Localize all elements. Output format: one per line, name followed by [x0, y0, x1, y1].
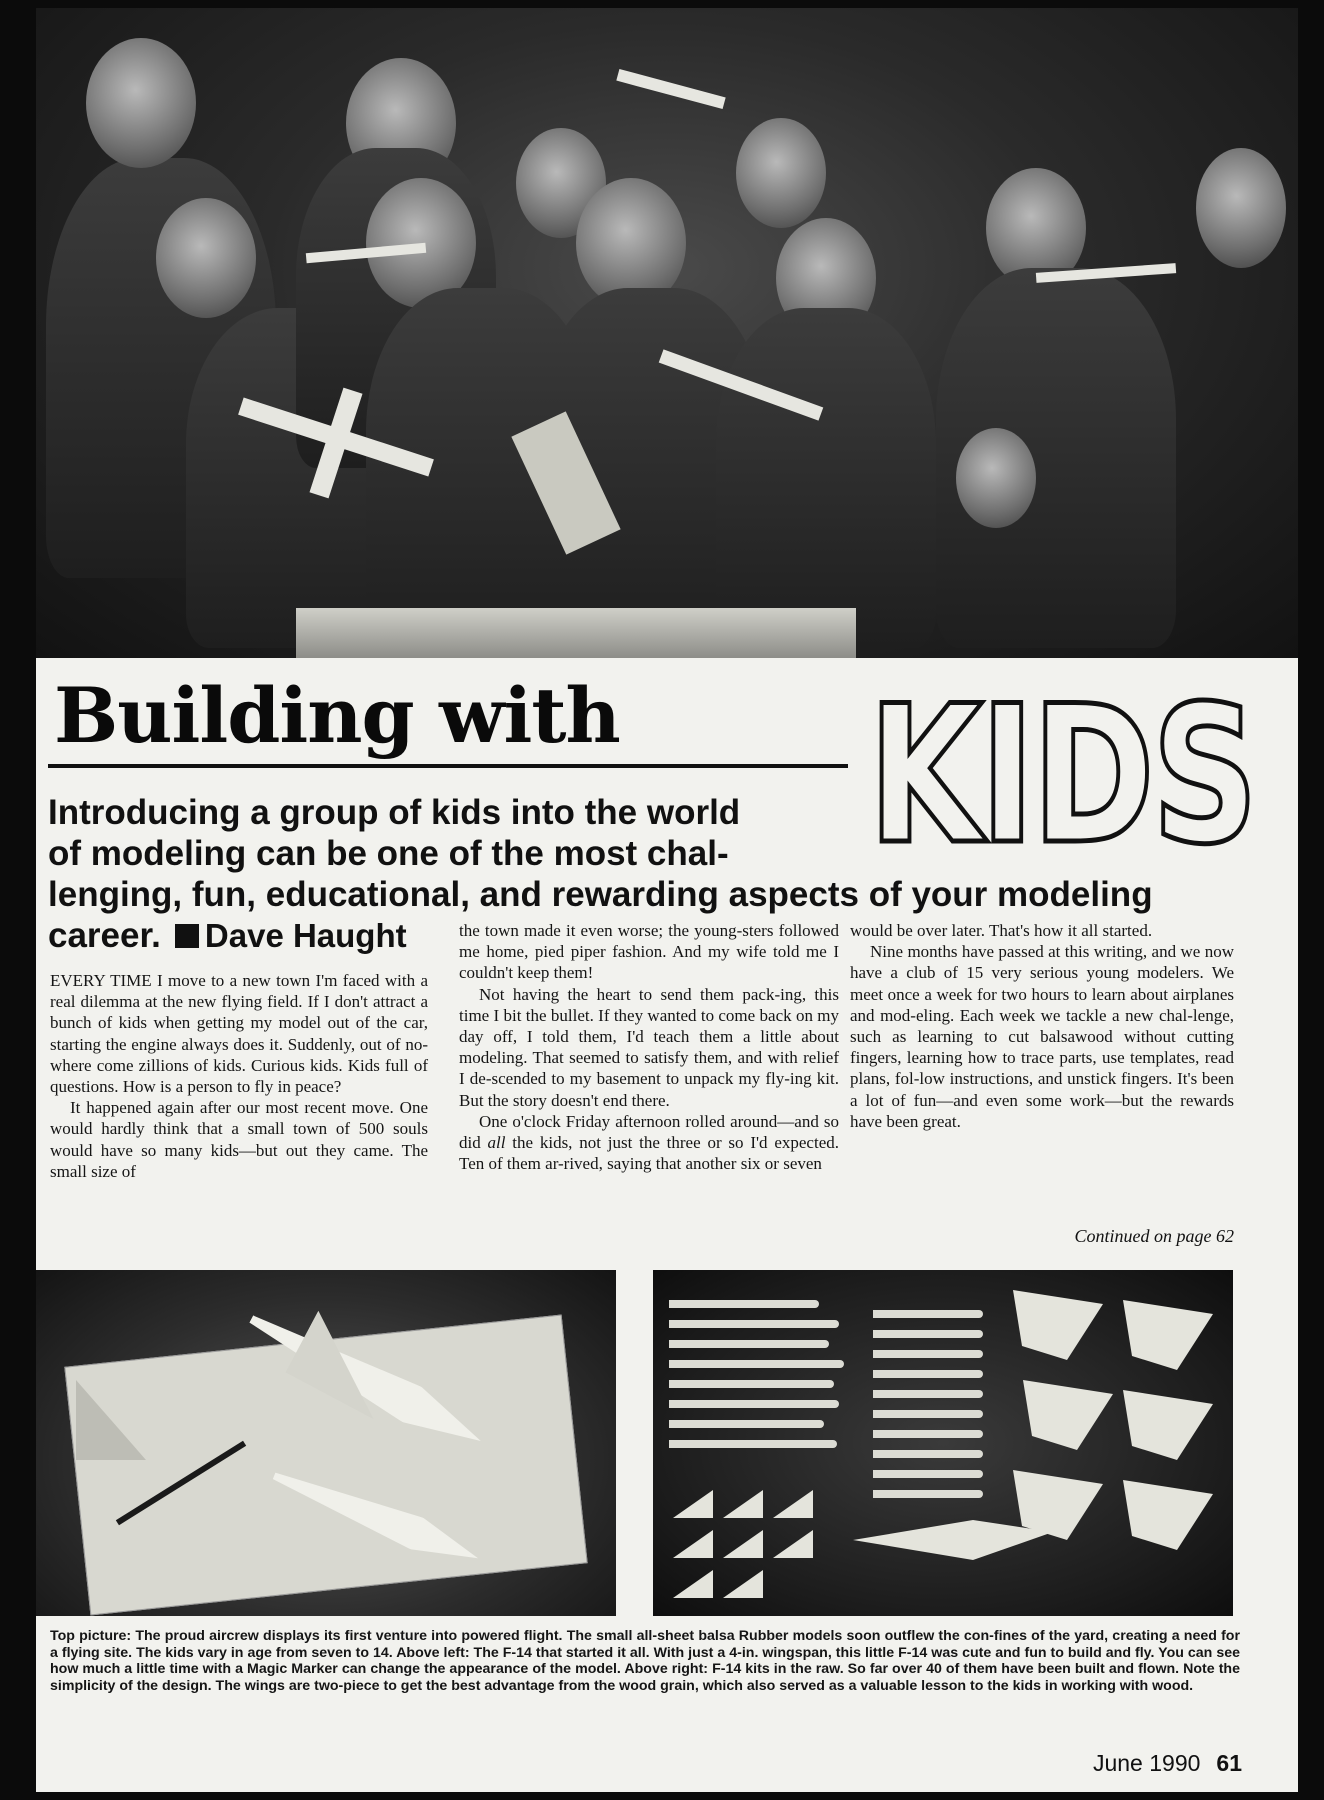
intro-line-3: lenging, fun, educational, and rewarding aspects of your modeling [48, 875, 1153, 914]
paragraph: One o'clock Friday afternoon rolled around—and so did all the kids, not just the three or so I'd expected. Ten of them ar-rived, saying that another six or seven [459, 1111, 839, 1174]
paragraph: Not having the heart to send them pack-ing, this time I bit the bullet. If they wanted to come back on my day off, I told them, I'd teach them a little about modeling. That seemed to satisfy them, and with relief I de-scended to my basement to unpack my fly-ing kit. But the story doesn't end there. [459, 984, 839, 1110]
intro-line-2: of modeling can be one of the most chal- [48, 834, 729, 873]
paragraph: EVERY TIME I move to a new town I'm faced with a real dilemma at the new flying field. If I don't attract a bunch of kids when getting my model out of the car, starting the engine always does it. Suddenly, out of no-where come zillions of kids. Curious kids. Kids full of questions. How is a person to fly in peace? [50, 971, 428, 1097]
issue-date: June 1990 [1092, 1750, 1201, 1776]
photo-f14-on-plans [36, 1270, 616, 1616]
page-folio [1093, 1750, 1242, 1777]
magazine-page [36, 8, 1298, 1792]
paragraph: would be over later. That's how it all started. [850, 921, 1153, 940]
intro-line-4: career. [48, 916, 161, 955]
paragraph: It happened again after our most recent move. One would hardly think that a small town of 500 souls would have so many kids—but out they came. The small size of [50, 1098, 428, 1181]
paragraph: the town made it even worse; the young-sters followed me home, pied piper fashion. And my wife told me I couldn't keep them! [459, 921, 839, 983]
photo-caption: Top picture: The proud aircrew displays its first venture into powered flight. The small all-sheet balsa Rubber models soon outflew the con-fines of the yard, creating a need for a flying site. The kids vary in age from seven to 14. Above left: The F-14 that started it all. With just a 4-in. wingspan, this little F-14 was cute and fun to build and fly. You can see how much a little time with a Magic Marker can change the appearance of the model. Above right: F-14 kits in the raw. So far over 40 of them have been built and flown. Note the simplicity of the design. The wings are two-piece to get the best advantage from the wood grain, which also served as a valuable lesson to the kids in working with wood. [50, 1628, 1240, 1694]
photo-f14-kits [653, 1270, 1233, 1616]
page-number: 61 [1216, 1750, 1242, 1776]
article-title-kids: KIDS [868, 665, 1256, 886]
top-photo-kids-with-planes [36, 8, 1298, 658]
author-byline: Dave Haught [204, 917, 407, 954]
body-column-2 [459, 920, 839, 1174]
title-rule [48, 764, 848, 768]
paragraph: Nine months have passed at this writing, and we now have a club of 15 very serious young modelers. We meet once a week for two hours to learn about airplanes and mod-eling. Each week we tackle a new chal-lenge, such as learning to cut balsawood without cutting fingers, learning how to trace parts, use templates, read plans, fol-low instructions, and unstick fingers. It's been a lot of fun—and even some work—but the rewards have been great. [850, 942, 1234, 1131]
article-title: Building with [54, 671, 620, 760]
body-column-3 [850, 920, 1234, 1132]
intro-line-1: Introducing a group of kids into the world [48, 793, 741, 832]
continued-on-page: Continued on page 62 [1074, 1226, 1234, 1246]
body-column-1 [50, 970, 428, 1182]
byline-square-icon [175, 924, 199, 948]
